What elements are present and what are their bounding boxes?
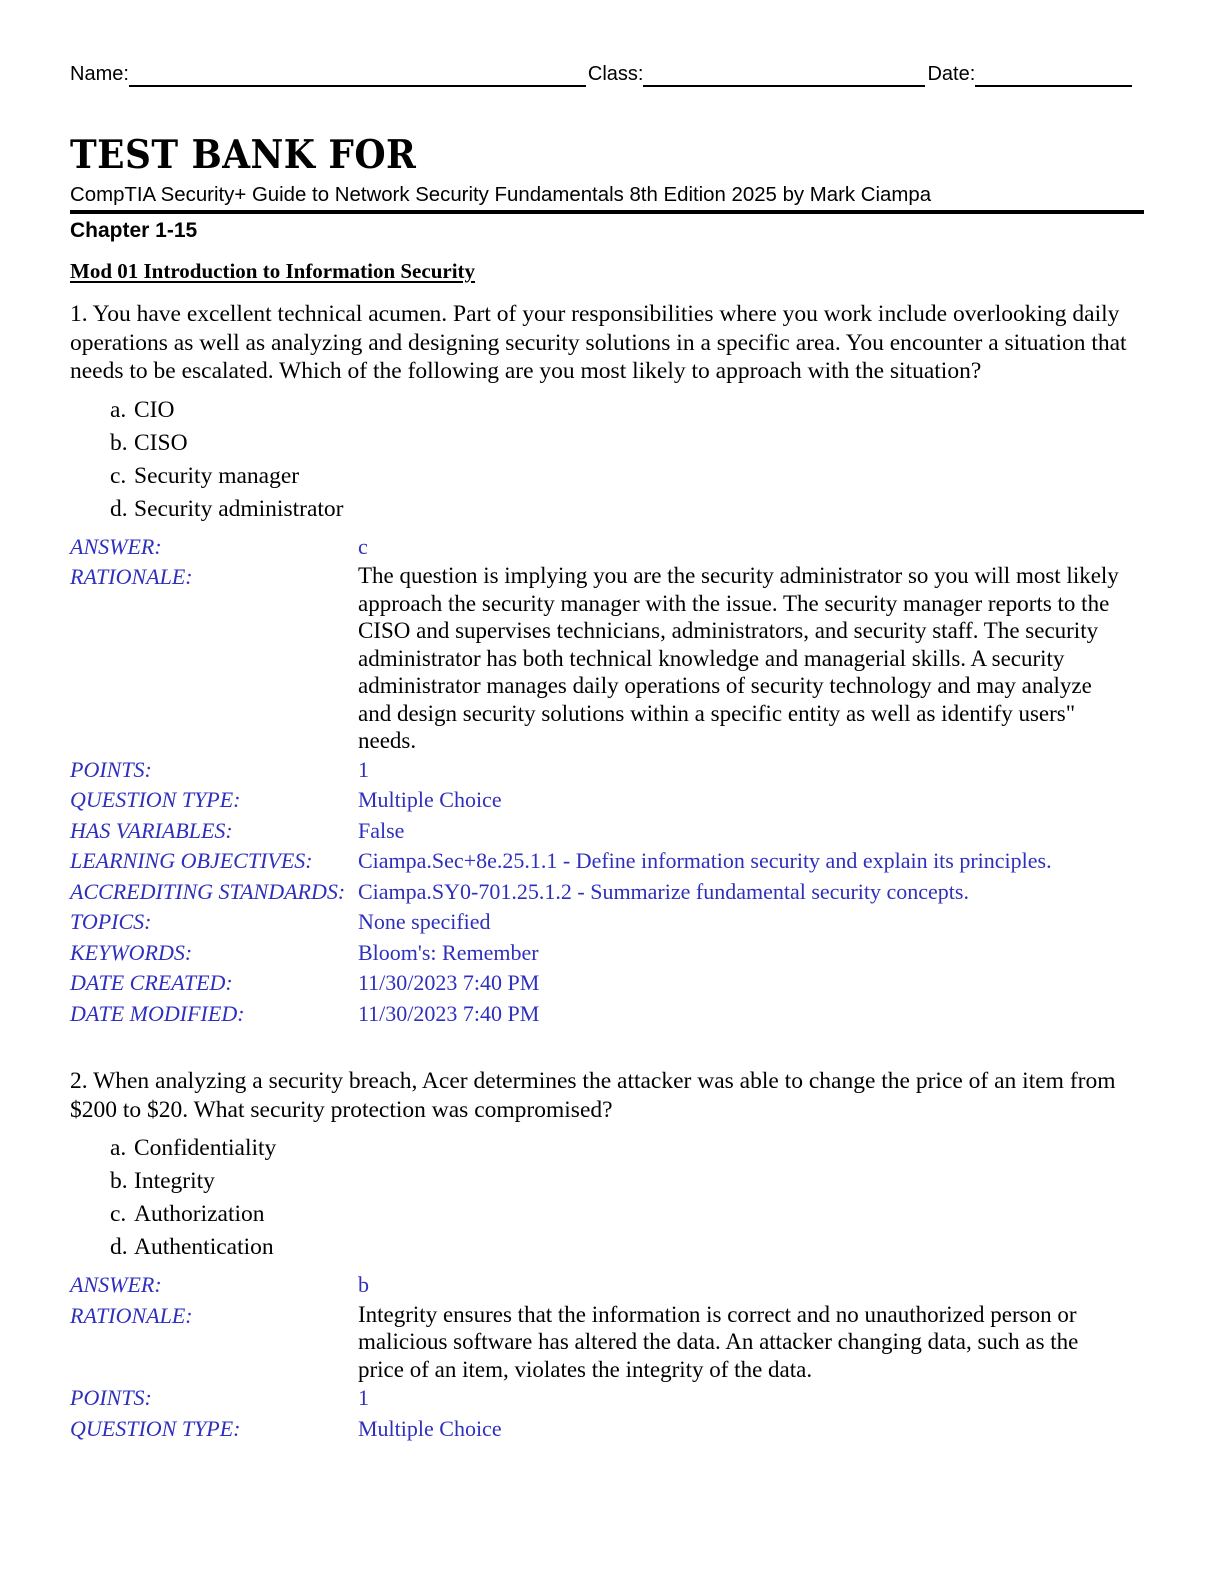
answer-choice[interactable]: [70, 1231, 1148, 1264]
metadata-row: [70, 846, 1148, 877]
metadata-row: [70, 1383, 1148, 1414]
metadata-row: [70, 755, 1148, 786]
class-label: Class:: [587, 63, 644, 85]
metadata-value: None specified: [358, 909, 491, 934]
question-block: [70, 300, 1148, 1029]
metadata-key: ANSWER:: [70, 533, 162, 559]
student-info-line: [70, 62, 1144, 87]
metadata-value: Ciampa.SY0-701.25.1.2 - Summarize fundamental security concepts.: [358, 878, 969, 904]
choice-letter: b.: [110, 1168, 128, 1194]
metadata-row: [70, 1414, 1148, 1445]
metadata-key: ACCREDITING STANDARDS:: [70, 878, 346, 904]
book-subtitle: CompTIA Security+ Guide to Network Security Fundamentals 8th Edition 2025 by Mark Ciampa: [70, 183, 932, 206]
metadata-row: [70, 1301, 1148, 1384]
metadata-value: Bloom's: Remember: [358, 939, 539, 965]
metadata-row: [70, 877, 1148, 908]
metadata-key: POINTS:: [70, 756, 152, 782]
choice-letter: c.: [110, 462, 127, 489]
answer-choices: [70, 1132, 1148, 1264]
class-blank-line[interactable]: [643, 66, 925, 87]
answer-choice[interactable]: [70, 394, 1148, 427]
metadata-row: [70, 785, 1148, 816]
choice-label: Authorization: [134, 1201, 265, 1227]
page-title: TEST BANK FOR: [70, 132, 417, 178]
name-blank-line[interactable]: [129, 66, 586, 87]
metadata-value: Integrity ensures that the information is correct and no unauthorized person or malicious software has altered the data. An attacker changing data, such as the price of an item, violates the integrity of the data.: [358, 1301, 1079, 1382]
choice-label: CISO: [134, 429, 188, 456]
choice-label: Security manager: [134, 462, 300, 489]
answer-choice[interactable]: [70, 493, 1148, 526]
name-label: Name:: [70, 63, 129, 85]
answer-choice[interactable]: [70, 1198, 1148, 1231]
metadata-key: POINTS:: [70, 1385, 152, 1410]
metadata-key: DATE CREATED:: [70, 970, 233, 995]
metadata-row: [70, 968, 1148, 999]
choice-letter: a.: [110, 396, 127, 423]
metadata-row: [70, 999, 1148, 1030]
answer-choice[interactable]: [70, 427, 1148, 460]
choice-label: Confidentiality: [134, 1135, 277, 1161]
metadata-row: [70, 532, 1148, 563]
answer-choice[interactable]: [70, 460, 1148, 493]
date-label: Date:: [927, 63, 976, 85]
metadata-key: QUESTION TYPE:: [70, 1415, 241, 1441]
metadata-key: LEARNING OBJECTIVES:: [70, 848, 313, 873]
metadata-row: [70, 562, 1148, 755]
metadata-row: [70, 1270, 1148, 1301]
answer-choice[interactable]: [70, 1132, 1148, 1165]
metadata-value: False: [358, 817, 405, 843]
question-metadata-table: [70, 532, 1148, 1030]
question-spacer: [70, 1029, 1148, 1067]
metadata-key: KEYWORDS:: [70, 939, 193, 965]
question-metadata-table: [70, 1270, 1148, 1444]
choice-label: CIO: [134, 396, 175, 423]
title-divider: [70, 210, 1144, 214]
title-block: [70, 133, 1144, 245]
metadata-value: 11/30/2023 7:40 PM: [358, 970, 540, 995]
question-text: 1. You have excellent technical acumen. Part of your responsibilities where you work include overlooking daily operations as well as analyzing and designing security solutions in a specific area. You encounter a situation that needs to be escalated. Which of the following are you most likely to approach with the situation?: [70, 301, 1127, 384]
metadata-key: RATIONALE:: [70, 564, 193, 589]
metadata-row: [70, 938, 1148, 969]
answer-choice[interactable]: [70, 1165, 1148, 1198]
metadata-key: RATIONALE:: [70, 1302, 193, 1328]
metadata-value: b: [358, 1272, 369, 1297]
choice-letter: b.: [110, 429, 128, 456]
choice-letter: c.: [110, 1201, 127, 1227]
metadata-value: 1: [358, 756, 369, 782]
choice-label: Security administrator: [134, 495, 344, 522]
metadata-key: ANSWER:: [70, 1272, 162, 1297]
metadata-value: 11/30/2023 7:40 PM: [358, 1000, 540, 1026]
metadata-value: 1: [358, 1385, 369, 1410]
choice-label: Authentication: [134, 1234, 274, 1260]
choice-label: Integrity: [134, 1168, 215, 1194]
answer-choices: [70, 394, 1148, 526]
metadata-key: QUESTION TYPE:: [70, 787, 241, 812]
choice-letter: a.: [110, 1135, 127, 1161]
chapter-range: Chapter 1-15: [70, 219, 198, 242]
metadata-key: HAS VARIABLES:: [70, 817, 233, 843]
choice-letter: d.: [110, 1234, 128, 1260]
metadata-value: Ciampa.Sec+8e.25.1.1 - Define information security and explain its principles.: [358, 848, 1052, 873]
question-block: [70, 1067, 1148, 1444]
metadata-key: DATE MODIFIED:: [70, 1000, 245, 1026]
question-text: 2. When analyzing a security breach, Acer determines the attacker was able to change the price of an item from $200 to $20. What security protection was compromised?: [70, 1068, 1116, 1123]
metadata-key: TOPICS:: [70, 909, 152, 934]
module-heading: Mod 01 Introduction to Information Security: [70, 259, 476, 283]
metadata-value: c: [358, 533, 368, 559]
metadata-value: The question is implying you are the security administrator so you will most likely approach the security manager with the issue. The security manager reports to the CISO and supervises technicians, administrators, and security staff. The security administrator has both technical knowledge and managerial skills. A security administrator manages daily operations of security technology and may analyze and design security solutions within a specific entity as well as identify users" needs.: [358, 563, 1119, 753]
questions-container: [70, 300, 1148, 1444]
metadata-value: Multiple Choice: [358, 1415, 502, 1441]
metadata-row: [70, 816, 1148, 847]
metadata-row: [70, 907, 1148, 938]
choice-letter: d.: [110, 495, 128, 522]
date-blank-line[interactable]: [975, 66, 1132, 87]
metadata-value: Multiple Choice: [358, 787, 502, 812]
